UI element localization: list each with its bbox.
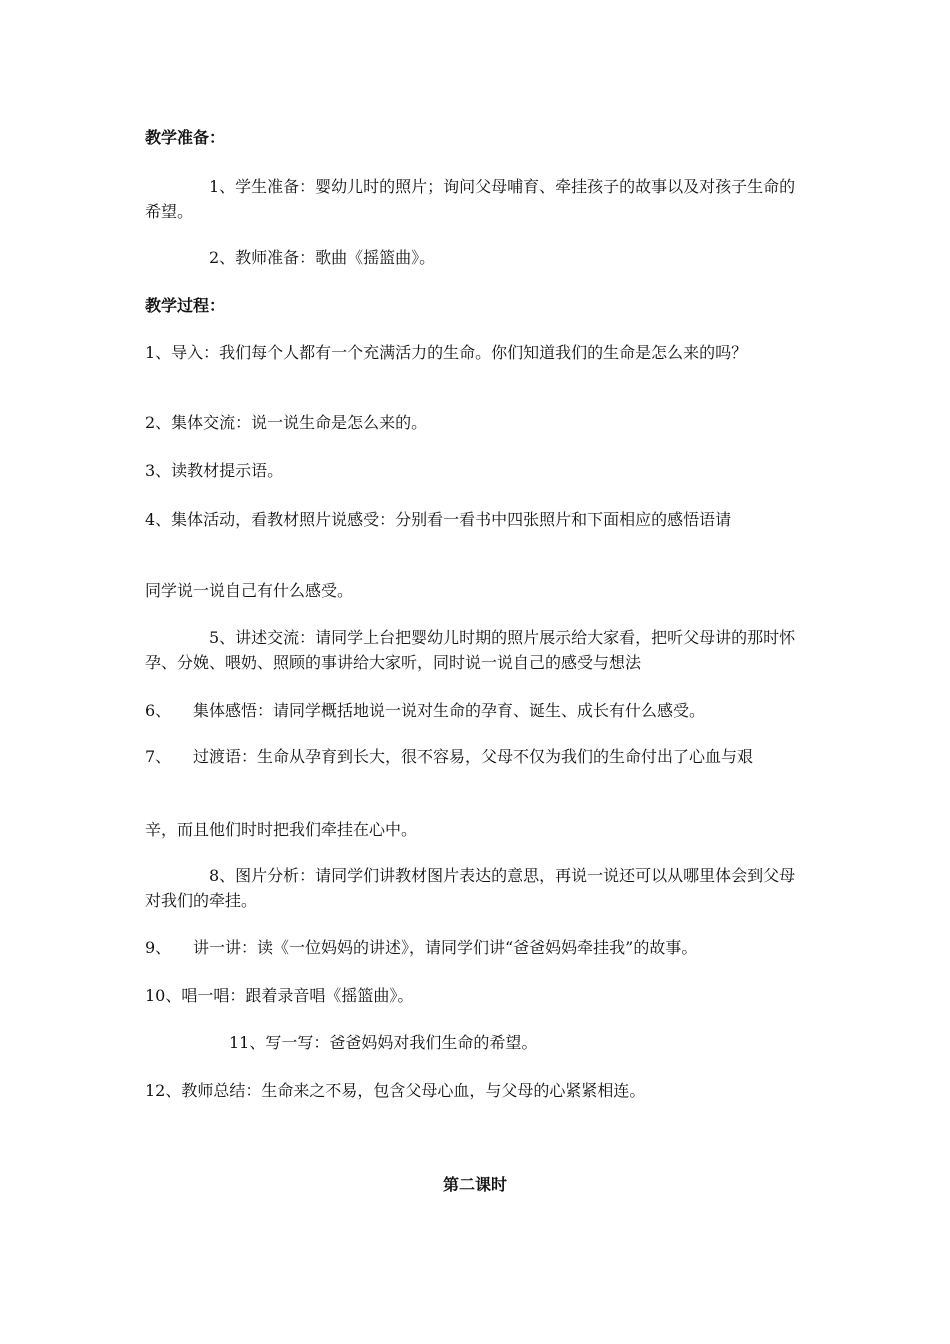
step-9 xyxy=(145,935,810,960)
step-7-text: 过渡语：生命从孕育到长大，很不容易，父母不仅为我们的生命付出了心血与艰 xyxy=(193,747,754,766)
step-10: 10、唱一唱：跟着录音唱《摇篮曲》。 xyxy=(145,986,414,1005)
step-6-text: 集体感悟：请同学概括地说一说对生命的孕育、诞生、成长有什么感受。 xyxy=(193,701,706,720)
step-9-number: 9、 xyxy=(145,938,172,957)
step-7 xyxy=(145,744,810,769)
step-4-line-2: 同学说一说自己有什么感受。 xyxy=(145,581,354,600)
step-7-number: 7、 xyxy=(145,747,172,766)
prep-item-2: 2、教师准备：歌曲《摇篮曲》。 xyxy=(209,248,436,267)
step-12: 12、教师总结：生命来之不易，包含父母心血，与父母的心紧紧相连。 xyxy=(145,1081,646,1100)
prep-item-1: 1、学生准备：婴幼儿时的照片；询问父母哺育、牵挂孩子的故事以及对孩子生命的希望。 xyxy=(145,177,796,221)
process-heading: 教学过程： xyxy=(145,296,226,315)
second-lesson-title: 第二课时 xyxy=(442,1175,507,1194)
prep-heading: 教学准备： xyxy=(145,128,226,147)
step-3: 3、读教材提示语。 xyxy=(145,461,284,480)
step-2: 2、集体交流：说一说生命是怎么来的。 xyxy=(145,413,428,432)
step-4-line-1: 4、集体活动，看教材照片说感受：分别看一看书中四张照片和下面相应的感悟语请 xyxy=(145,510,732,529)
step-7-line-2: 辛，而且他们时时把我们牵挂在心中。 xyxy=(145,820,418,839)
step-5: 5、讲述交流：请同学上台把婴幼儿时期的照片展示给大家看，把听父母讲的那时怀孕、分娩、喂奶、照顾的事讲给大家听，同时说一说自己的感受与想法 xyxy=(145,628,796,672)
step-6 xyxy=(145,698,810,723)
step-8: 8、图片分析：请同学们讲教材图片表达的意思，再说一说还可以从哪里体会到父母对我们的牵挂。 xyxy=(145,866,796,910)
step-11: 11、写一写：爸爸妈妈对我们生命的希望。 xyxy=(229,1033,538,1052)
step-1: 1、导入：我们每个人都有一个充满活力的生命。你们知道我们的生命是怎么来的吗？ xyxy=(145,343,748,362)
step-9-text: 讲一讲：读《一位妈妈的讲述》，请同学们讲“爸爸妈妈牵挂我”的故事。 xyxy=(193,938,698,957)
step-6-number: 6、 xyxy=(145,701,172,720)
